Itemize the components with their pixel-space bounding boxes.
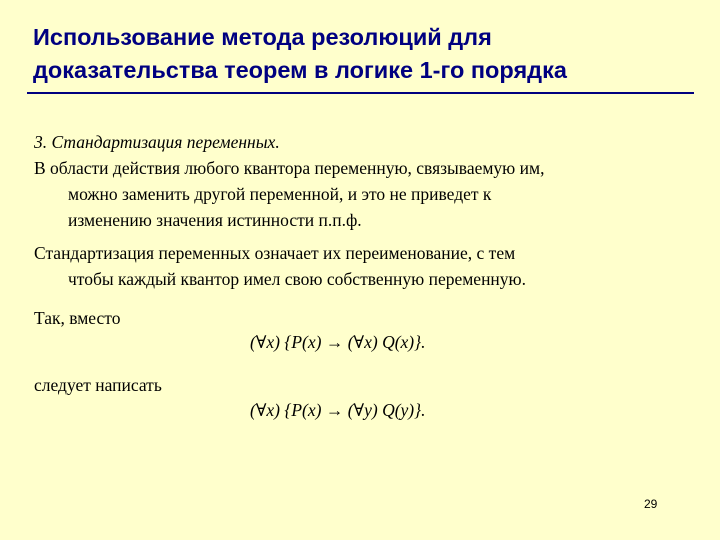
slide-title-line-1: Использование метода резолюций для bbox=[33, 24, 492, 50]
title-underline-rule bbox=[27, 92, 694, 94]
instead-label: Так, вместо bbox=[34, 308, 121, 328]
paragraph-line: изменению значения истинности п.п.ф. bbox=[68, 210, 362, 230]
section-heading: 3. Стандартизация переменных. bbox=[34, 132, 280, 152]
formula-after: (∀x) {P(x) → (∀y) Q(y)}. bbox=[250, 400, 426, 420]
paragraph-line: можно заменить другой переменной, и это не приведет к bbox=[68, 184, 492, 204]
page-number: 29 bbox=[644, 497, 658, 511]
formula-before: (∀x) {P(x) → (∀x) Q(x)}. bbox=[250, 332, 426, 352]
paragraph-line: чтобы каждый квантор имел свою собственную переменную. bbox=[68, 269, 526, 289]
write-label: следует написать bbox=[34, 375, 162, 395]
slide-title-line-2: доказательства теорем в логике 1-го порядка bbox=[33, 57, 567, 83]
slide-title bbox=[33, 21, 693, 87]
paragraph-variable-substitution bbox=[34, 155, 694, 233]
paragraph-standardization-definition bbox=[34, 240, 694, 292]
paragraph-line: В области действия любого квантора переменную, связываемую им, bbox=[34, 158, 545, 178]
paragraph-line: Стандартизация переменных означает их переименование, с тем bbox=[34, 243, 516, 263]
